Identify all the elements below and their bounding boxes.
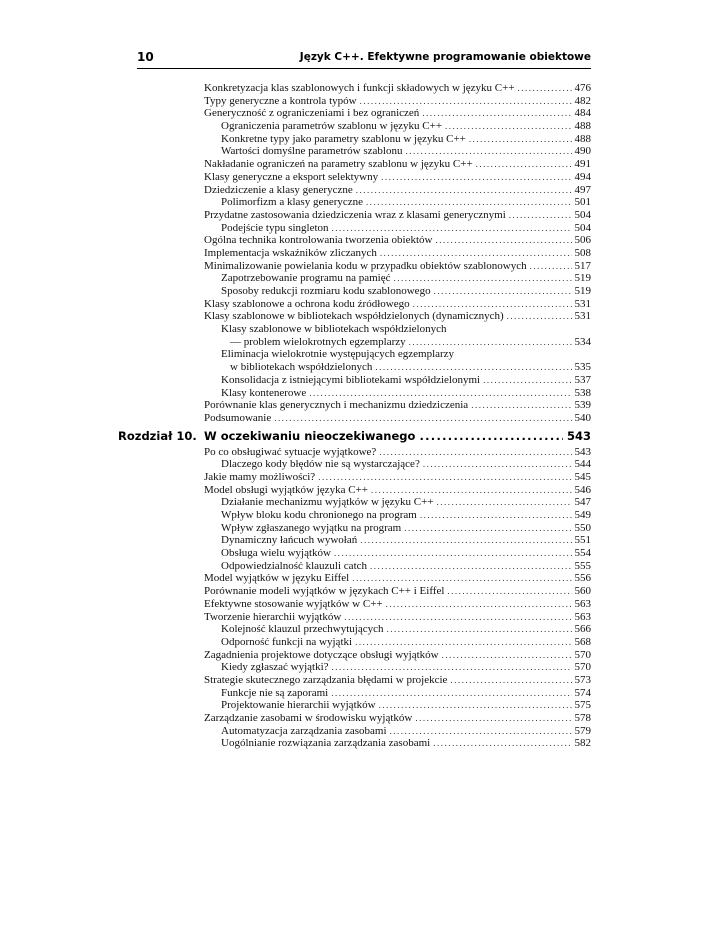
- toc-entry-row: [221, 636, 591, 649]
- toc-entry-row: [221, 145, 591, 158]
- toc-entry-row: [204, 247, 591, 260]
- toc-entry-page: 573: [574, 673, 591, 686]
- toc-entry-title: Zapotrzebowanie programu na pamięć: [221, 272, 391, 285]
- toc-entry-row: [221, 323, 591, 336]
- dot-leader: [379, 699, 572, 712]
- toc-entry-title: Kolejność klauzul przechwytujących: [221, 623, 384, 636]
- toc-entry-page: 508: [574, 246, 591, 259]
- running-header: [137, 50, 591, 69]
- toc-entry-title: Generyczność z ograniczeniami i bez ograniczeń: [204, 107, 420, 120]
- toc-entry-page: 578: [574, 712, 591, 724]
- toc-section-chapter-9-continued: [0, 82, 728, 425]
- toc-entry-row: [221, 120, 591, 133]
- page-number: 10: [137, 50, 154, 64]
- toc-entry-title: Projektowanie hierarchii wyjątków: [221, 699, 376, 712]
- toc-entry-page: 490: [574, 145, 591, 158]
- toc-entry-page: 554: [574, 547, 591, 560]
- toc-entry-row: [221, 222, 591, 235]
- toc-entry-title: Dziedziczenie a klasy generyczne: [204, 183, 353, 196]
- toc-entry[interactable]: [0, 547, 728, 560]
- toc-entry[interactable]: [0, 107, 728, 120]
- toc-entry-title: Uogólnianie rozwiązania zarządzania zasobami: [221, 737, 431, 750]
- toc-entry[interactable]: [0, 560, 728, 573]
- toc-entry-row: [204, 446, 591, 459]
- dot-leader: [380, 247, 572, 260]
- toc-entry-title: Zagadnienia projektowe dotyczące obsługi wyjątków: [204, 648, 439, 661]
- toc-entry-title: Model wyjątków w języku Eiffel: [204, 572, 350, 585]
- toc-entry-title: Nakładanie ograniczeń na parametry szablonu w języku C++: [204, 158, 473, 171]
- dot-leader: [386, 598, 572, 611]
- dot-leader: [419, 426, 563, 446]
- toc-entry-row: [221, 623, 591, 636]
- toc-entry-row: [204, 585, 591, 598]
- toc-entry-row: [221, 522, 591, 535]
- toc-entry-page: 504: [574, 221, 591, 234]
- dot-leader: [334, 547, 572, 560]
- dot-leader: [366, 196, 571, 209]
- dot-leader: [405, 145, 571, 158]
- toc-entry-title: Model obsługi wyjątków języka C++: [204, 483, 368, 496]
- toc-entry[interactable]: [0, 446, 728, 459]
- dot-leader: [507, 310, 572, 323]
- toc-entry-row: [204, 399, 591, 412]
- book-title: Język C++. Efektywne programowanie obiektowe: [299, 51, 591, 63]
- toc-entry-title: Eliminacja wielokrotnie występujących egzemplarzy: [221, 348, 455, 361]
- chapter-heading[interactable]: [0, 426, 728, 446]
- toc-entry[interactable]: [0, 649, 728, 662]
- toc-entry-title: Odpowiedzialność klauzuli catch: [221, 559, 368, 572]
- toc-entry[interactable]: [0, 484, 728, 497]
- toc-entry-page: 534: [574, 335, 591, 348]
- toc-entry-page: 531: [574, 297, 591, 310]
- toc-entry-page: 582: [574, 737, 591, 750]
- toc-entry-page: 566: [574, 623, 591, 636]
- toc-entry-title: Sposoby redukcji rozmiaru kodu szablonowego: [221, 285, 431, 297]
- toc-entry-page: 539: [574, 399, 591, 412]
- dot-leader: [420, 509, 572, 522]
- toc-entry[interactable]: [0, 298, 728, 311]
- toc-entry-page: 482: [574, 94, 591, 107]
- toc-entry-title: Ogólna technika kontrolowania tworzenia obiektów: [204, 234, 433, 247]
- toc-entry[interactable]: [0, 95, 728, 108]
- toc-entry-row: [221, 272, 591, 285]
- toc-entry-row: [221, 374, 591, 387]
- dot-leader: [344, 611, 571, 624]
- dot-leader: [530, 260, 572, 273]
- toc-entry-page: 543: [574, 445, 591, 458]
- toc-entry-page: 537: [574, 373, 591, 386]
- toc-entry[interactable]: [0, 272, 728, 285]
- toc-entry[interactable]: [0, 348, 728, 361]
- dot-leader: [409, 336, 572, 349]
- dot-leader: [413, 298, 572, 311]
- toc-entry-page: 544: [574, 458, 591, 471]
- dot-leader: [332, 222, 572, 235]
- dot-leader: [360, 534, 571, 547]
- toc-entry[interactable]: [0, 611, 728, 624]
- chapter-row: [204, 426, 591, 446]
- toc-entry[interactable]: [0, 82, 728, 95]
- toc-entry-page: 579: [574, 724, 591, 737]
- toc-entry[interactable]: [0, 387, 728, 400]
- dot-leader: [356, 184, 572, 197]
- toc-entry-page: 519: [574, 272, 591, 285]
- toc-entry[interactable]: [0, 687, 728, 700]
- toc-entry[interactable]: [0, 323, 728, 336]
- dot-leader: [370, 560, 571, 573]
- toc-entry[interactable]: [0, 598, 728, 611]
- toc-entry-row: [204, 674, 591, 687]
- toc-entry[interactable]: [0, 145, 728, 158]
- toc-entry-row: [204, 184, 591, 197]
- toc-entry-title: Klasy kontenerowe: [221, 386, 307, 399]
- toc-entry-page: 551: [574, 534, 591, 547]
- chapter-page: 543: [566, 428, 591, 443]
- toc-entry-title: w bibliotekach współdzielonych: [230, 361, 373, 374]
- toc-entry-page: 556: [574, 572, 591, 585]
- toc-entry-row: [204, 471, 591, 484]
- toc-entry-row: [221, 737, 591, 750]
- toc-entry-title: Podsumowanie: [204, 411, 272, 424]
- toc-entry-title: Porównanie klas generycznych i mechanizmu dziedziczenia: [204, 399, 469, 412]
- toc-entry-title: Polimorfizm a klasy generyczne: [221, 196, 364, 209]
- table-of-contents: [0, 82, 728, 750]
- dot-leader: [447, 585, 571, 598]
- toc-entry-page: 574: [574, 686, 591, 699]
- dot-leader: [355, 636, 571, 649]
- toc-entry[interactable]: [0, 374, 728, 387]
- toc-entry[interactable]: [0, 585, 728, 598]
- toc-entry-page: 494: [574, 170, 591, 183]
- toc-entry-row: [204, 649, 591, 662]
- toc-entry-page: 491: [574, 158, 591, 171]
- toc-entry[interactable]: [0, 623, 728, 636]
- toc-entry-row: [221, 458, 591, 471]
- toc-entry-title: Minimalizowanie powielania kodu w przypadku obiektów szablonowych: [204, 259, 527, 272]
- toc-entry[interactable]: [0, 522, 728, 535]
- toc-entry-row: [221, 133, 591, 146]
- toc-entry-title: Klasy szablonowe a ochrona kodu źródłowego: [204, 297, 410, 310]
- toc-entry[interactable]: [0, 712, 728, 725]
- toc-entry-page: 488: [574, 120, 591, 133]
- toc-entry-page: 497: [574, 183, 591, 196]
- toc-entry-row: [221, 560, 591, 573]
- toc-entry-page: 555: [574, 559, 591, 572]
- toc-entry-row: [221, 661, 591, 674]
- toc-entry-page: 549: [574, 509, 591, 521]
- toc-entry-title: Wartości domyślne parametrów szablonu: [221, 145, 403, 158]
- toc-entry-page: 504: [574, 208, 591, 221]
- toc-entry[interactable]: [0, 509, 728, 522]
- toc-entry[interactable]: [0, 234, 728, 247]
- toc-entry-title: Konsolidacja z istniejącymi bibliotekami współdzielonymi: [221, 373, 481, 386]
- toc-entry-row: [221, 699, 591, 712]
- toc-entry-page: 540: [574, 411, 591, 424]
- toc-entry-row: [204, 234, 591, 247]
- dot-leader: [381, 171, 571, 184]
- toc-entry-page: 501: [574, 196, 591, 209]
- dot-leader: [352, 572, 571, 585]
- dot-leader: [375, 361, 571, 374]
- toc-entry-row: [204, 158, 591, 171]
- toc-entry-row: [221, 348, 591, 361]
- toc-entry-page: 506: [574, 234, 591, 247]
- toc-entry-title: Wpływ zgłaszanego wyjątku na program: [221, 521, 402, 534]
- toc-entry-row: [221, 725, 591, 738]
- toc-entry[interactable]: [0, 737, 728, 750]
- toc-entry-row: [204, 412, 591, 425]
- toc-entry-title: Po co obsługiwać sytuacje wyjątkowe?: [204, 445, 377, 458]
- toc-entry-title: Typy generyczne a kontrola typów: [204, 94, 357, 107]
- toc-entry-page: 563: [574, 610, 591, 623]
- toc-entry[interactable]: [0, 458, 728, 471]
- dot-leader: [469, 133, 572, 146]
- toc-entry-row: [204, 82, 591, 95]
- toc-entry[interactable]: [0, 196, 728, 209]
- dot-leader: [371, 484, 572, 497]
- toc-entry-title: Automatyzacja zarządzania zasobami: [221, 724, 387, 737]
- dot-leader: [436, 234, 572, 247]
- toc-entry-page: 517: [574, 259, 591, 272]
- dot-leader: [433, 737, 571, 750]
- toc-entry[interactable]: [0, 171, 728, 184]
- toc-entry-row: [204, 95, 591, 108]
- toc-entry[interactable]: [0, 133, 728, 146]
- toc-entry-title: Funkcje nie są zaporami: [221, 686, 329, 699]
- toc-entry[interactable]: [0, 361, 728, 374]
- toc-entry[interactable]: [0, 699, 728, 712]
- dot-leader: [434, 285, 572, 298]
- toc-entry-title: Konkretyzacja klas szablonowych i funkcji składowych w języku C++: [204, 82, 515, 94]
- toc-entry-title: Tworzenie hierarchii wyjątków: [204, 610, 342, 623]
- toc-entry[interactable]: [0, 158, 728, 171]
- toc-entry-row: [204, 260, 591, 273]
- toc-entry-title: Działanie mechanizmu wyjątków w języku C++: [221, 496, 434, 509]
- toc-entry-row: [221, 496, 591, 509]
- dot-leader: [274, 412, 571, 425]
- toc-entry[interactable]: [0, 209, 728, 222]
- toc-entry-row: [204, 572, 591, 585]
- toc-entry-row: [204, 712, 591, 725]
- dot-leader: [422, 107, 571, 120]
- dot-leader: [394, 272, 572, 285]
- dot-leader: [442, 649, 572, 662]
- toc-entry-row: [221, 196, 591, 209]
- toc-entry-page: 570: [574, 648, 591, 661]
- chapter-label: Rozdział 10.: [118, 428, 197, 443]
- toc-entry-title: Kiedy zgłaszać wyjątki?: [221, 661, 329, 674]
- toc-entry[interactable]: [0, 120, 728, 133]
- toc-entry-title: Strategie skutecznego zarządzania błędami w projekcie: [204, 673, 448, 686]
- toc-entry-title: Porównanie modeli wyjątków w językach C++ i Eiffel: [204, 585, 445, 598]
- toc-entry-row: [221, 534, 591, 547]
- toc-entry-row: [221, 509, 591, 522]
- toc-entry-page: 575: [574, 699, 591, 712]
- toc-entry[interactable]: [0, 534, 728, 547]
- toc-entry[interactable]: [0, 496, 728, 509]
- toc-entry-page: 545: [574, 470, 591, 483]
- dot-leader: [509, 209, 572, 222]
- dot-leader: [379, 446, 571, 459]
- toc-entry-title: Obsługa wielu wyjątków: [221, 547, 331, 560]
- dot-leader: [309, 387, 571, 400]
- dot-leader: [390, 725, 572, 738]
- toc-entry[interactable]: [0, 222, 728, 235]
- toc-entry-page: 488: [574, 132, 591, 145]
- dot-leader: [476, 158, 572, 171]
- toc-entry[interactable]: [0, 572, 728, 585]
- toc-entry-title: — problem wielokrotnych egzemplarzy: [230, 335, 406, 348]
- toc-entry-page: 570: [574, 661, 591, 674]
- toc-section-chapter-10: [0, 446, 728, 751]
- toc-entry[interactable]: [0, 725, 728, 738]
- toc-entry-row: [230, 336, 591, 349]
- toc-entry-row: [204, 171, 591, 184]
- chapter-title: W oczekiwaniu nieoczekiwanego: [204, 428, 416, 443]
- dot-leader: [360, 95, 572, 108]
- toc-entry[interactable]: [0, 260, 728, 273]
- toc-entry-title: Podejście typu singleton: [221, 221, 329, 234]
- toc-entry-title: Przydatne zastosowania dziedziczenia wraz z klasami generycznymi: [204, 208, 506, 221]
- toc-entry-row: [221, 387, 591, 400]
- dot-leader: [471, 399, 571, 412]
- dot-leader: [318, 471, 571, 484]
- toc-entry-page: 568: [574, 635, 591, 648]
- toc-entry-page: 535: [574, 361, 591, 374]
- toc-entry[interactable]: [0, 471, 728, 484]
- toc-entry-row: [204, 484, 591, 497]
- dot-leader: [450, 674, 571, 687]
- toc-entry-title: Dlaczego kody błędów nie są wystarczające?: [221, 458, 420, 471]
- toc-entry-title: Klasy generyczne a eksport selektywny: [204, 170, 379, 183]
- toc-entry[interactable]: [0, 336, 728, 349]
- toc-entry[interactable]: [0, 184, 728, 197]
- toc-entry-row: [204, 298, 591, 311]
- dot-leader: [518, 82, 572, 95]
- toc-entry-row: [230, 361, 591, 374]
- dot-leader: [436, 496, 571, 509]
- toc-entry-page: 546: [574, 483, 591, 496]
- toc-entry-title: Ograniczenia parametrów szablonu w języku C++: [221, 120, 443, 133]
- toc-entry[interactable]: [0, 310, 728, 323]
- toc-entry-page: 519: [574, 285, 591, 297]
- toc-entry[interactable]: [0, 661, 728, 674]
- toc-entry-page: 550: [574, 521, 591, 534]
- toc-entry-row: [221, 687, 591, 700]
- dot-leader: [404, 522, 571, 535]
- toc-entry-row: [204, 209, 591, 222]
- toc-entry-row: [204, 310, 591, 323]
- toc-entry[interactable]: [0, 674, 728, 687]
- toc-entry-title: Dynamiczny łańcuch wywołań: [221, 534, 358, 547]
- dot-leader: [387, 623, 572, 636]
- toc-entry-page: 538: [574, 386, 591, 399]
- toc-entry-page: 484: [574, 107, 591, 120]
- toc-entry-row: [221, 547, 591, 560]
- toc-entry-page: 531: [574, 310, 591, 323]
- toc-entry-row: [204, 598, 591, 611]
- toc-entry-title: Implementacja wskaźników zliczanych: [204, 246, 377, 259]
- toc-entry-title: Odporność funkcji na wyjątki: [221, 635, 353, 648]
- toc-entry-row: [204, 107, 591, 120]
- toc-entry-title: Jakie mamy możliwości?: [204, 470, 316, 483]
- dot-leader: [423, 458, 572, 471]
- toc-entry[interactable]: [0, 247, 728, 260]
- dot-leader: [445, 120, 571, 133]
- toc-entry-title: Zarządzanie zasobami w środowisku wyjątków: [204, 712, 413, 724]
- toc-entry-row: [221, 285, 591, 298]
- toc-entry-title: Konkretne typy jako parametry szablonu w języku C++: [221, 132, 466, 145]
- toc-entry-title: Klasy szablonowe w bibliotekach współdzielonych: [221, 323, 447, 336]
- toc-entry-title: Efektywne stosowanie wyjątków w C++: [204, 597, 383, 610]
- toc-entry-page: 547: [574, 496, 591, 509]
- toc-entry-title: Wpływ bloku kodu chronionego na program: [221, 509, 417, 521]
- toc-entry-page: 476: [574, 82, 591, 94]
- dot-leader: [331, 687, 571, 700]
- toc-entry[interactable]: [0, 285, 728, 298]
- toc-entry-page: 560: [574, 585, 591, 598]
- toc-entry[interactable]: [0, 399, 728, 412]
- toc-entry-page: 563: [574, 597, 591, 610]
- toc-entry[interactable]: [0, 412, 728, 425]
- dot-leader: [332, 661, 572, 674]
- dot-leader: [483, 374, 571, 387]
- dot-leader: [415, 712, 571, 725]
- toc-entry[interactable]: [0, 636, 728, 649]
- toc-entry-row: [204, 611, 591, 624]
- toc-entry-title: Klasy szablonowe w bibliotekach współdzielonych (dynamicznych): [204, 310, 504, 323]
